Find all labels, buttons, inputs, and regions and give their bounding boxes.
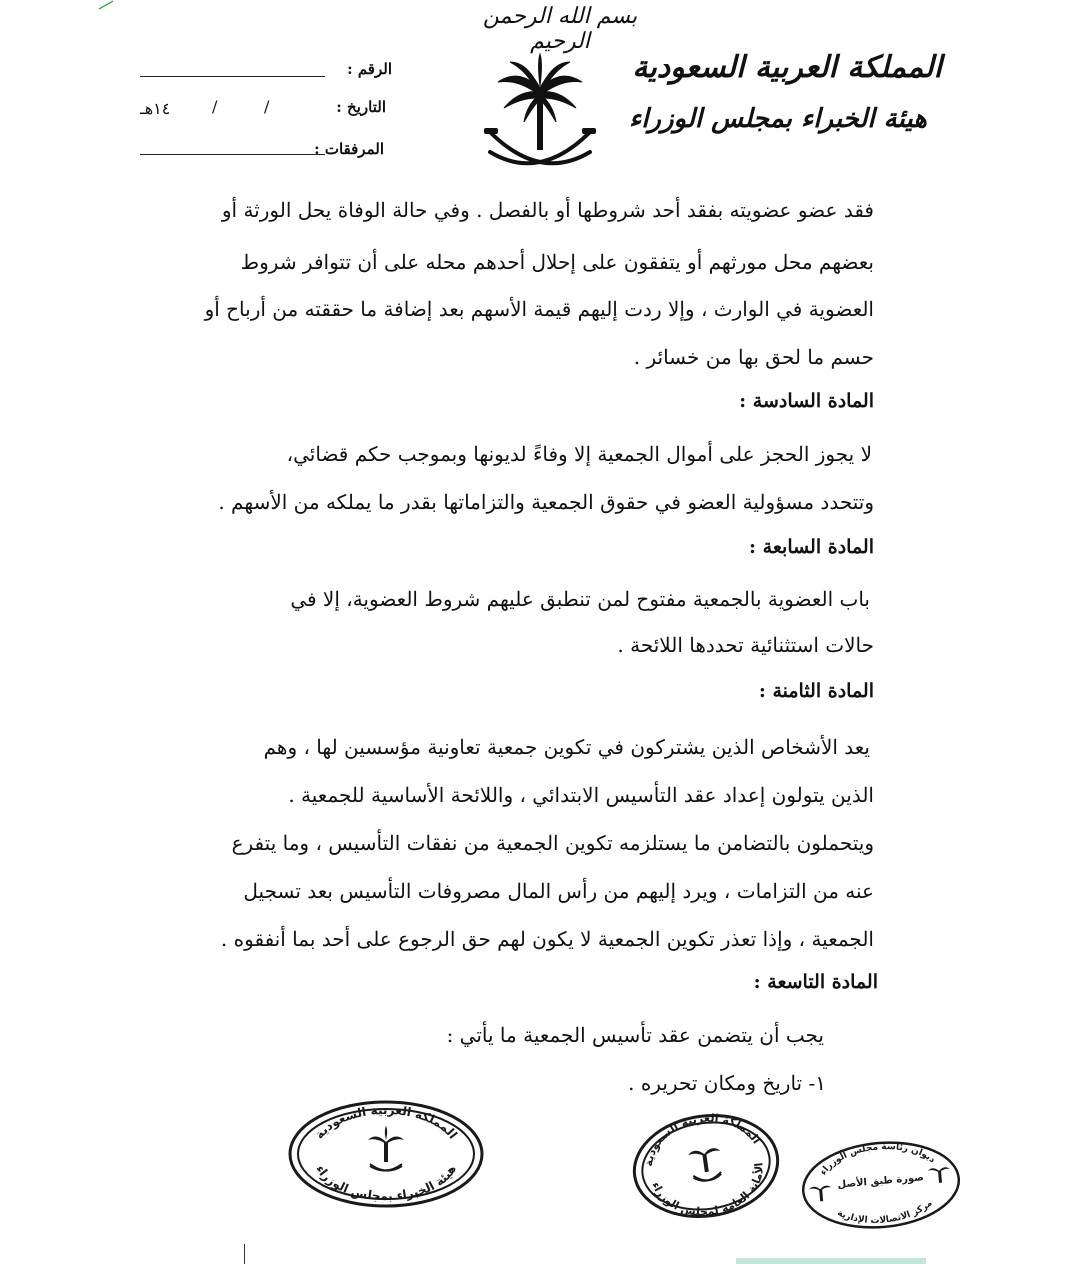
palm-swords-emblem-icon: [480, 52, 600, 182]
left-stamp-top-text: المملكة العربية السعودية: [312, 1102, 461, 1142]
middle-stamp-top-text: المملكة العربية السعودية: [641, 1112, 764, 1168]
body-line: يجب أن يتضمن عقد تأسيس الجمعية ما يأتي :: [446, 1023, 824, 1047]
attachments-line: [140, 154, 325, 155]
letterhead-authority: هيئة الخبراء بمجلس الوزراء: [628, 104, 927, 134]
body-line: لا يجوز الحجز على أموال الجمعية إلا وفاءً لديونها وبموجب حكم قضائي،: [286, 442, 872, 466]
body-line: بعضهم محل مورثهم أو يتفقون على إحلال أحدهم محله على أن تتوافر شروط: [240, 250, 874, 274]
body-line: الذين يتولون إعداد عقد التأسيس الابتدائي ، واللائحة الأساسية للجمعية .: [288, 783, 874, 807]
certified-copy-stamp: [800, 1140, 962, 1230]
body-line: حالات استثنائية تحددها اللائحة .: [617, 633, 874, 657]
date-slash-2: /: [212, 97, 218, 116]
right-stamp-middle-text: صورة طبق الأصل: [837, 1172, 925, 1191]
article-6-heading: المادة السادسة :: [739, 390, 874, 412]
body-line: العضوية في الوارث ، وإلا ردت إليهم قيمة الأسهم بعد إضافة ما حققته من أرباح أو: [204, 297, 874, 321]
footer-divider: [244, 1244, 245, 1264]
experts-authority-stamp: [286, 1098, 486, 1210]
body-line: فقد عضو عضويته بفقد أحد شروطها أو بالفصل . وفي حالة الوفاة يحل الورثة أو: [221, 198, 874, 222]
article-8-heading: المادة الثامنة :: [758, 680, 874, 702]
article-9-heading: المادة التاسعة :: [753, 971, 878, 993]
footer-stamp-fragment: [736, 1258, 926, 1264]
article-7-heading: المادة السابعة :: [749, 536, 874, 558]
date-slash-1: /: [264, 97, 270, 116]
body-line: باب العضوية بالجمعية مفتوح لمن تنطبق عليهم شروط العضوية، إلا في: [290, 587, 870, 611]
body-line: وتتحدد مسؤولية العضو في حقوق الجمعية والتزاماتها بقدر ما يملكه من الأسهم .: [218, 490, 874, 514]
body-line: الجمعية ، وإذا تعذر تكوين الجمعية لا يكون لهم حق الرجوع على أحد بما أنفقوه .: [220, 927, 874, 951]
number-label: الرقم :: [347, 60, 392, 78]
body-line: ١- تاريخ ومكان تحريره .: [628, 1071, 826, 1095]
body-line: يعد الأشخاص الذين يشتركون في تكوين جمعية تعاونية مؤسسين لها ، وهم: [263, 735, 870, 759]
general-secretariat-stamp: [630, 1112, 782, 1220]
letterhead-kingdom: المملكة العربية السعودية: [632, 50, 942, 85]
body-line: حسم ما لحق بها من خسائر .: [633, 345, 874, 369]
bismillah: بسم الله الرحمن الرحيم: [482, 4, 638, 54]
body-line: عنه من التزامات ، ويرد إليهم من رأس المال مصروفات التأسيس بعد تسجيل: [243, 879, 874, 903]
right-stamp-top-text: ديوان رئاسة مجلس الوزراء: [818, 1142, 937, 1178]
body-line: ويتحملون بالتضامن ما يستلزمه تكوين الجمعية من نفقات التأسيس ، وما يتفرع: [231, 831, 874, 855]
number-line: [140, 76, 325, 77]
right-stamp-bottom-text: مركز الاتصالات الإدارية: [835, 1198, 935, 1226]
corner-mark-icon: [98, 0, 114, 10]
middle-stamp-bottom-text: الأمانة العامة لمجلس الوزراء: [649, 1161, 766, 1219]
date-label: التاريخ :: [336, 98, 386, 116]
attachments-label: المرفقات :: [314, 140, 384, 158]
date-hijri-suffix: ١٤هـ: [140, 99, 171, 118]
left-stamp-bottom-text: هيئة الخبراء بمجلس الوزراء: [313, 1162, 459, 1204]
